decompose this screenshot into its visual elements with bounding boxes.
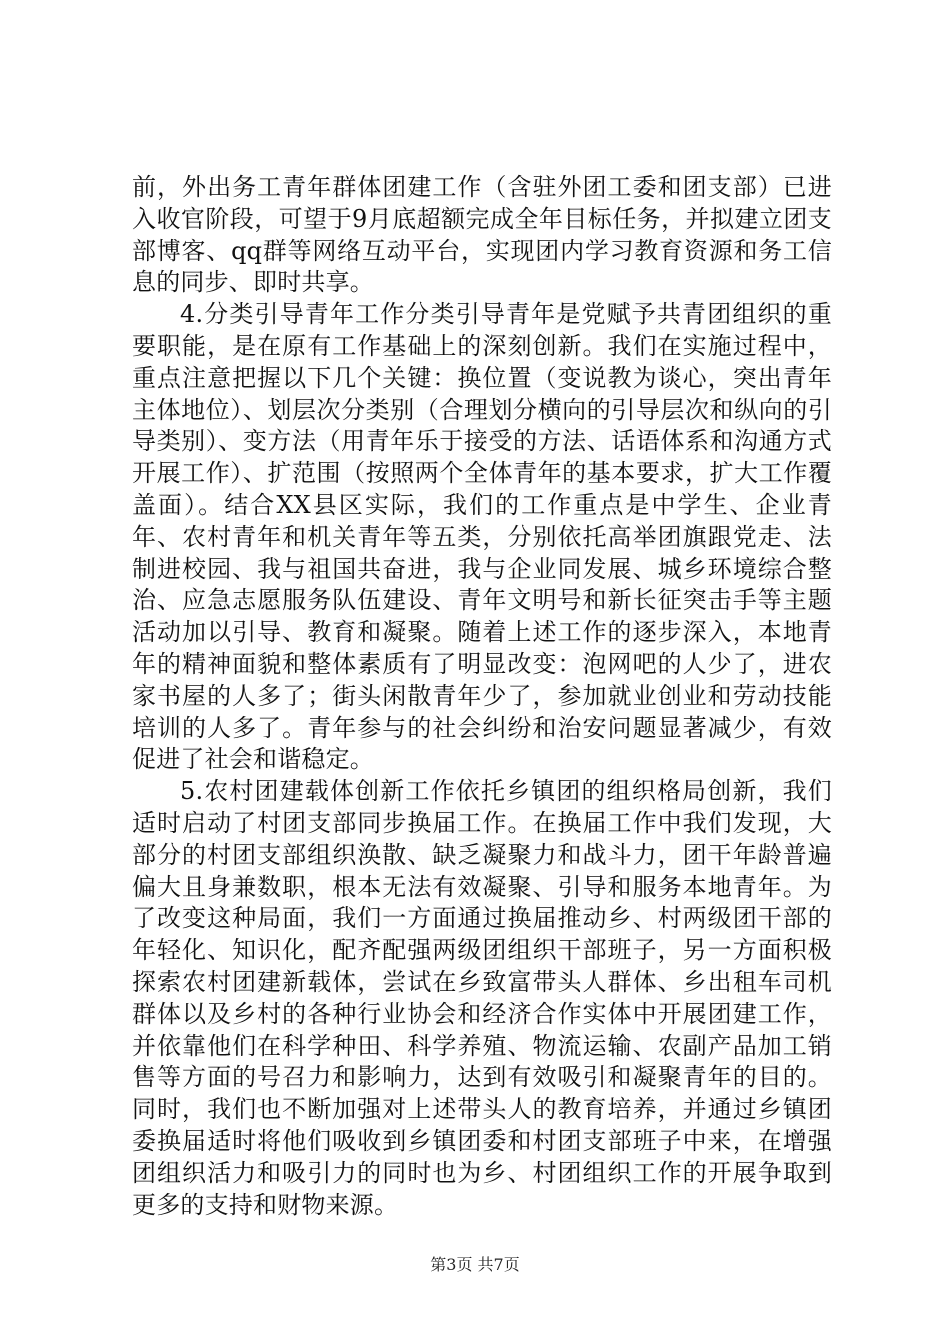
paragraph-continued: 前，外出务工青年群体团建工作（含驻外团工委和团支部）已进入收官阶段，可望于9月底超额完成全年目标任务，并拟建立团支部博客、qq群等网络互动平台，实现团内学习教育资源和务工信息的同步、即时共享。: [132, 173, 832, 297]
document-body: [132, 172, 832, 1221]
paragraph-section-4: 4.分类引导青年工作分类引导青年是党赋予共青团组织的重要职能，是在原有工作基础上的深刻创新。我们在实施过程中，重点注意把握以下几个关键：换位置（变说教为谈心，突出青年主体地位）、划层次分类别（合理划分横向的引导层次和纵向的引导类别）、变方法（用青年乐于接受的方法、话语体系和沟通方式开展工作）、扩范围（按照两个全体青年的基本要求，扩大工作覆盖面）。结合XX县区实际，我们的工作重点是中学生、企业青年、农村青年和机关青年等五类，分别依托高举团旗跟党走、法制进校园、我与祖国共奋进，我与企业同发展、城乡环境综合整治、应急志愿服务队伍建设、青年文明号和新长征突击手等主题活动加以引导、教育和凝聚。随着上述工作的逐步深入，本地青年的精神面貌和整体素质有了明显改变：泡网吧的人少了，进农家书屋的人多了；街头闲散青年少了，参加就业创业和劳动技能培训的人多了。青年参与的社会纠纷和治安问题显著减少，有效促进了社会和谐稳定。: [132, 300, 832, 774]
paragraph-section-5: 5.农村团建载体创新工作依托乡镇团的组织格局创新，我们适时启动了村团支部同步换届工作。在换届工作中我们发现，大部分的村团支部组织涣散、缺乏凝聚力和战斗力，团干年龄普遍偏大且身兼数职，根本无法有效凝聚、引导和服务本地青年。为了改变这种局面，我们一方面通过换届推动乡、村两级团干部的年轻化、知识化，配齐配强两级团组织干部班子，另一方面积极探索农村团建新载体，尝试在乡致富带头人群体、乡出租车司机群体以及乡村的各种行业协会和经济合作实体中开展团建工作，并依靠他们在科学种田、科学养殖、物流运输、农副产品加工销售等方面的号召力和影响力，达到有效吸引和凝聚青年的目的。同时，我们也不断加强对上述带头人的教育培养，并通过乡镇团委换届适时将他们吸收到乡镇团委和村团支部班子中来，在增强团组织活力和吸引力的同时也为乡、村团组织工作的开展争取到更多的支持和财物来源。: [132, 777, 832, 1219]
page-number-footer: 第3页 共7页: [430, 1255, 520, 1274]
